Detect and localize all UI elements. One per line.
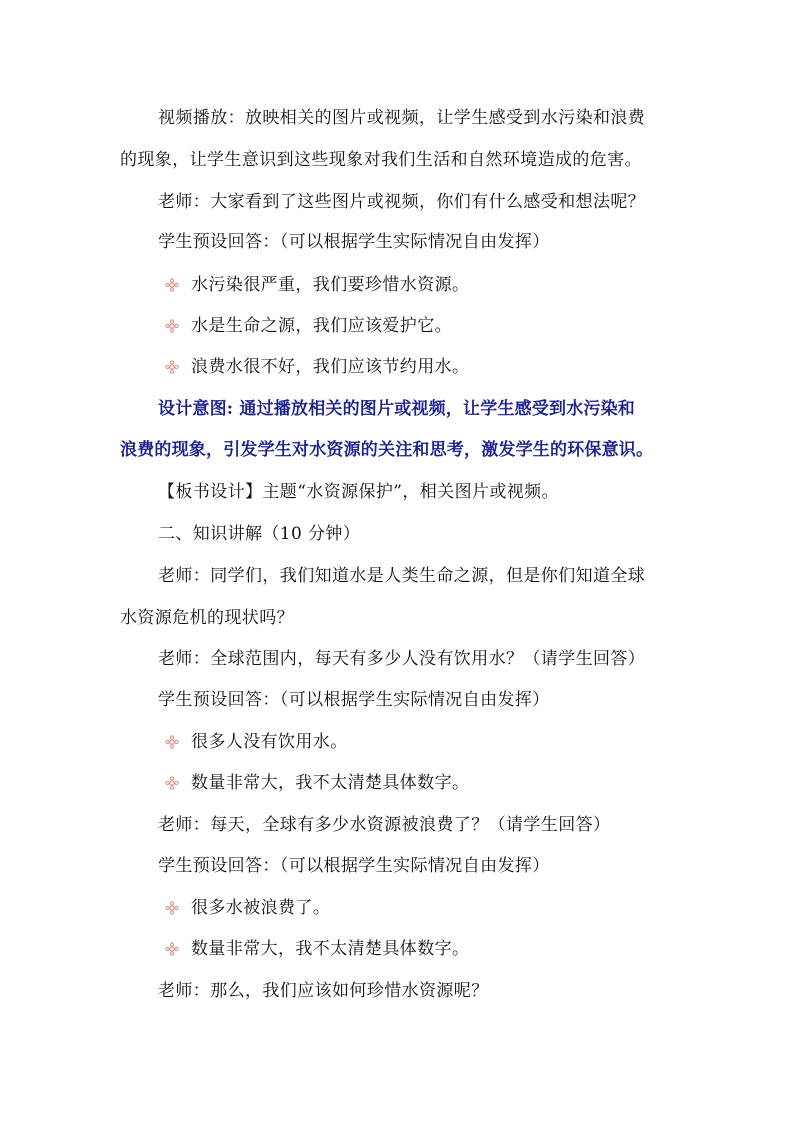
paragraph-line: 【板书设计】主题“水资源保护”，相关图片或视频。 bbox=[158, 482, 559, 502]
flower-bullet-icon bbox=[165, 278, 179, 292]
paragraph-line: 学生预设回答：（可以根据学生实际情况自由发挥） bbox=[158, 232, 550, 252]
list-item-text: 很多水被浪费了。 bbox=[191, 898, 331, 918]
list-item-text: 浪费水很不好，我们应该节约用水。 bbox=[191, 357, 470, 377]
paragraph-line: 老师：每天，全球有多少水资源被浪费了？（请学生回答） bbox=[158, 815, 611, 835]
paragraph-line: 学生预设回答：（可以根据学生实际情况自由发挥） bbox=[158, 856, 550, 876]
list-item-text: 数量非常大，我不太清楚具体数字。 bbox=[191, 939, 470, 959]
paragraph-line: 老师：大家看到了这些图片或视频，你们有什么感受和想法呢？ bbox=[158, 192, 646, 212]
flower-bullet-icon bbox=[165, 319, 179, 333]
paragraph-line: 学生预设回答：（可以根据学生实际情况自由发挥） bbox=[158, 690, 550, 710]
list-item bbox=[165, 771, 469, 795]
list-item bbox=[165, 314, 452, 338]
paragraph-line: 视频播放：放映相关的图片或视频，让学生感受到水污染和浪费 bbox=[158, 108, 646, 128]
list-item bbox=[165, 355, 469, 379]
flower-bullet-icon bbox=[165, 901, 179, 915]
paragraph-line: 老师：全球范围内，每天有多少人没有饮用水？（请学生回答） bbox=[158, 649, 646, 669]
list-item bbox=[165, 273, 469, 297]
flower-bullet-icon bbox=[165, 735, 179, 749]
list-item bbox=[165, 896, 330, 920]
list-item-text: 水污染很严重，我们要珍惜水资源。 bbox=[191, 275, 470, 295]
flower-bullet-icon bbox=[165, 942, 179, 956]
flower-bullet-icon bbox=[165, 776, 179, 790]
design-intent-line: 浪费的现象，引发学生对水资源的关注和思考，激发学生的环保意识。 bbox=[120, 440, 654, 460]
paragraph-line: 老师：同学们，我们知道水是人类生命之源，但是你们知道全球 bbox=[158, 566, 646, 586]
paragraph-line: 的现象，让学生意识到这些现象对我们生活和自然环境造成的危害。 bbox=[120, 150, 642, 170]
paragraph-line: 水资源危机的现状吗？ bbox=[120, 608, 294, 628]
flower-bullet-icon bbox=[165, 360, 179, 374]
list-item-text: 数量非常大，我不太清楚具体数字。 bbox=[191, 773, 470, 793]
section-heading: 二、知识讲解（10 分钟） bbox=[158, 524, 361, 544]
list-item-text: 水是生命之源，我们应该爱护它。 bbox=[191, 316, 452, 336]
list-item bbox=[165, 730, 348, 754]
design-intent-line: 设计意图: 通过播放相关的图片或视频，让学生感受到水污染和 bbox=[158, 399, 635, 419]
list-item bbox=[165, 937, 469, 961]
list-item-text: 很多人没有饮用水。 bbox=[191, 732, 348, 752]
paragraph-line: 老师：那么，我们应该如何珍惜水资源呢？ bbox=[158, 981, 489, 1001]
